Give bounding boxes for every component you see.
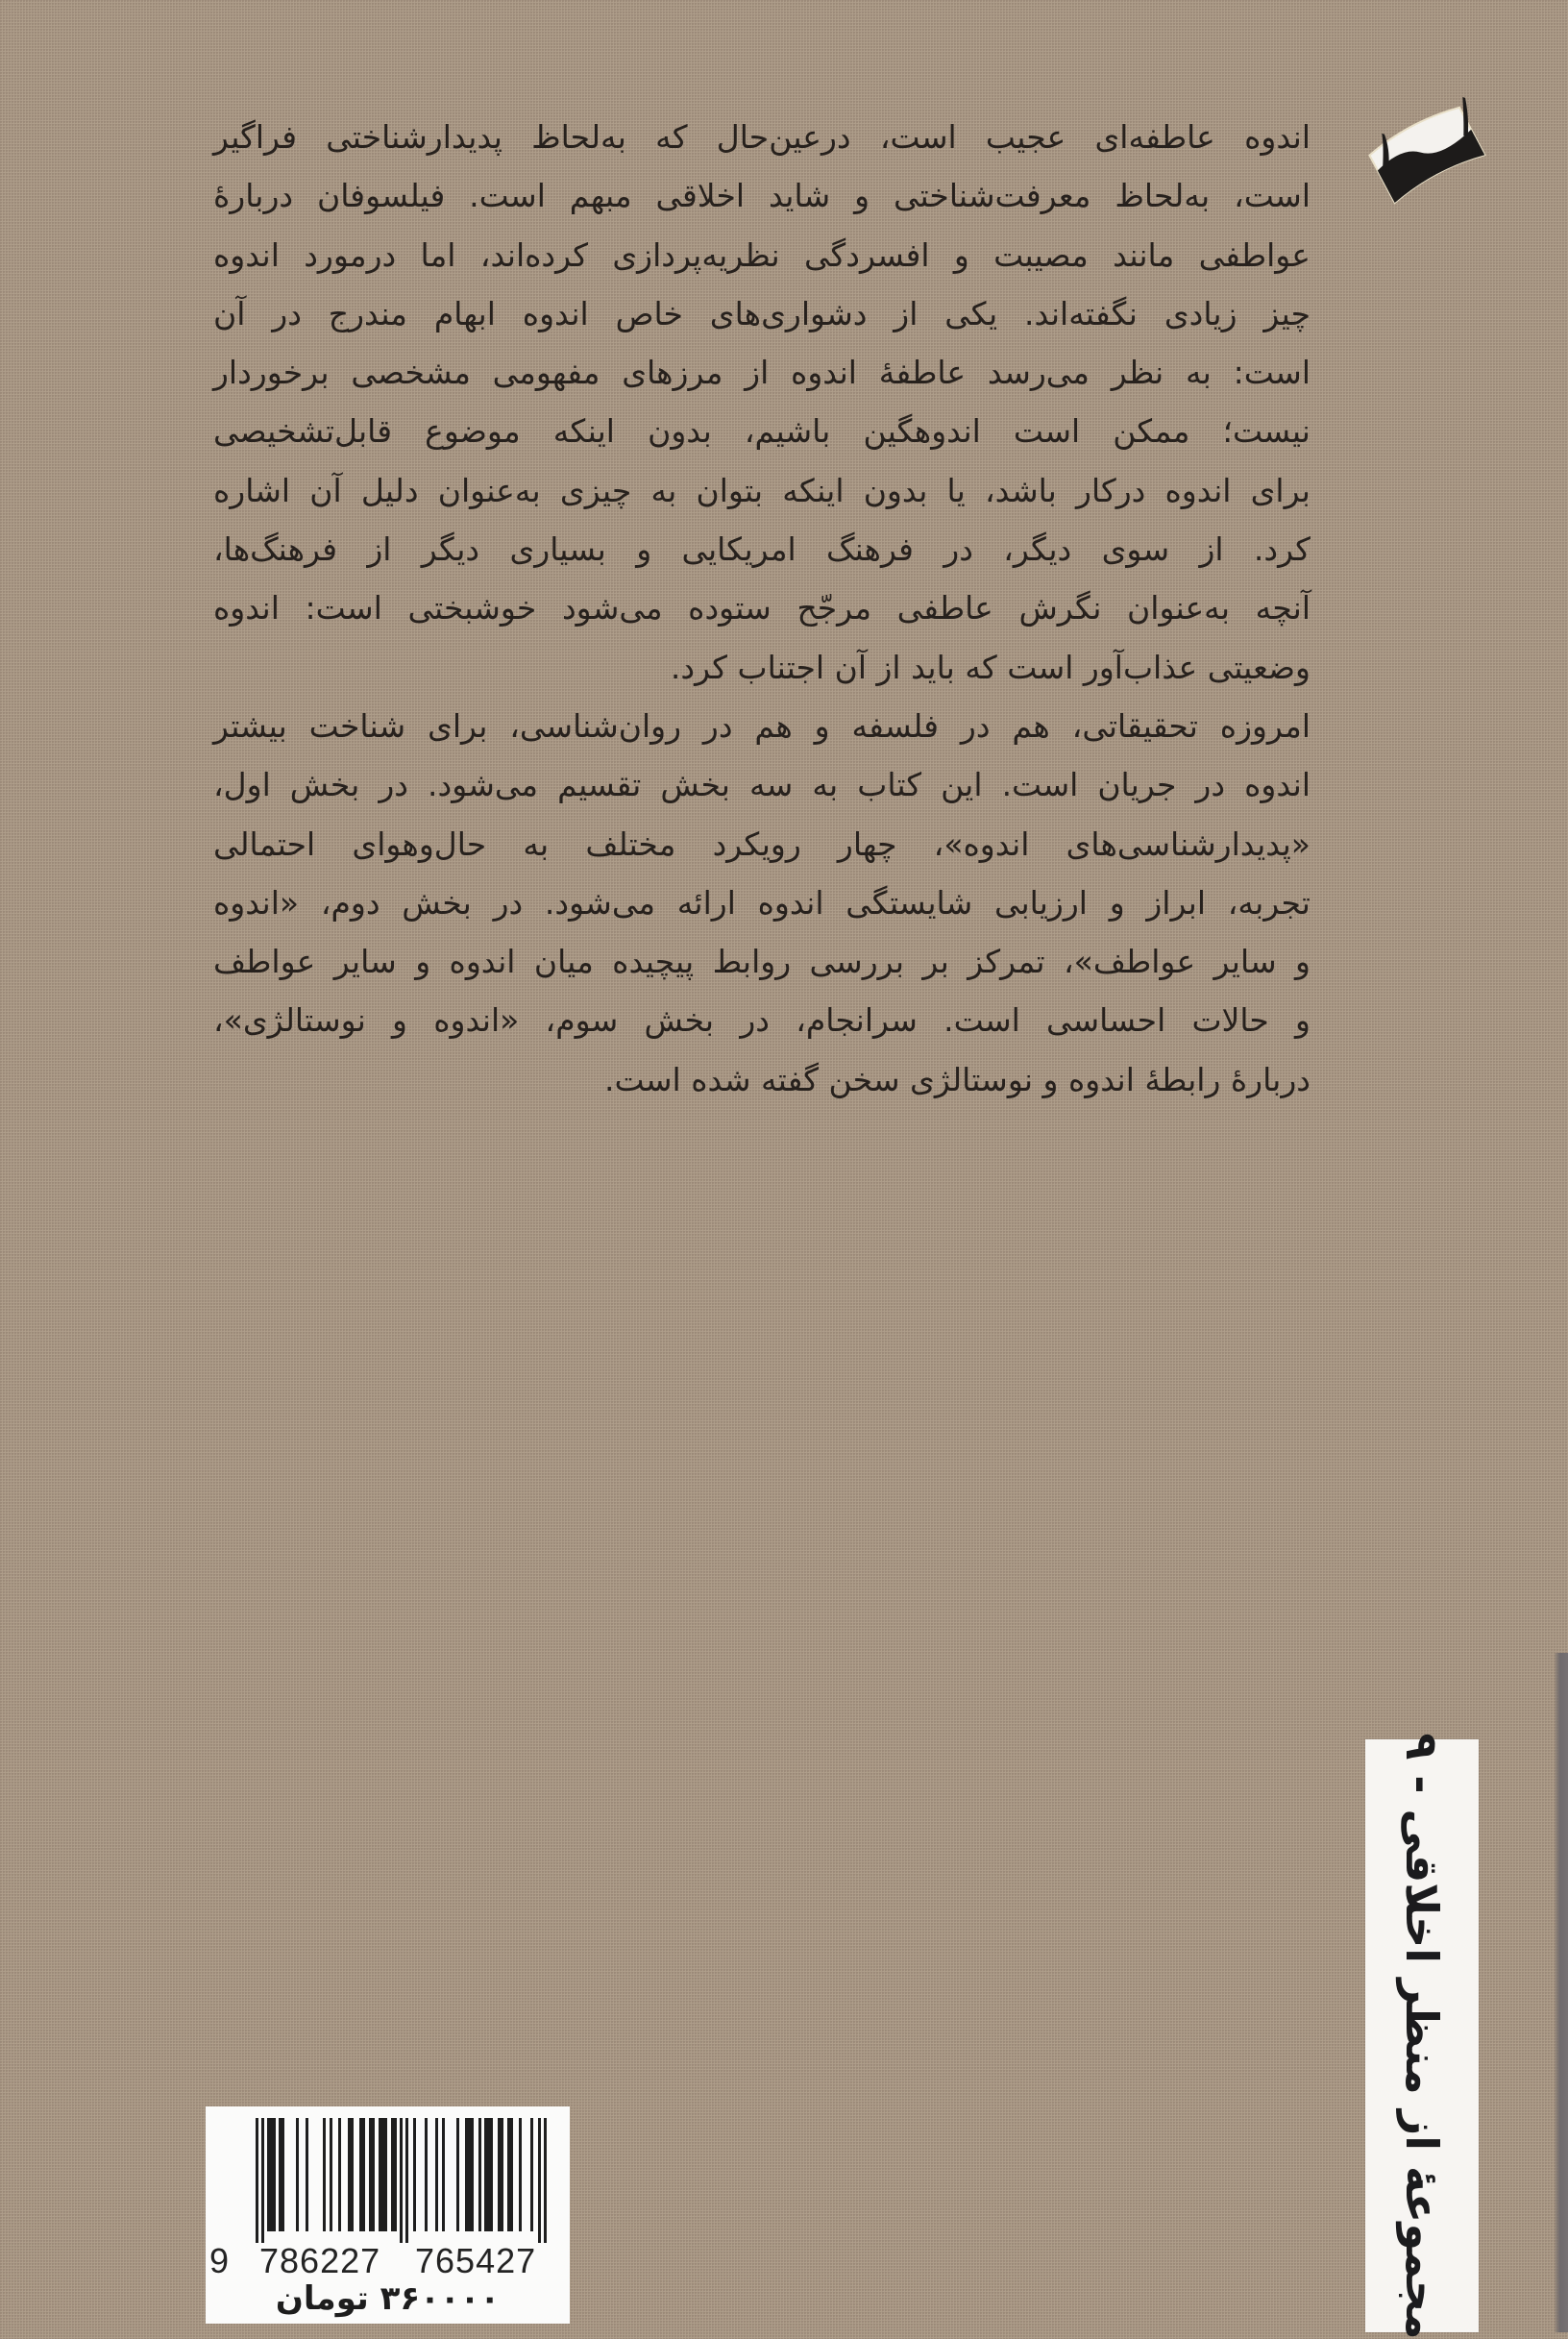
- blurb-line: وضعیتی عذاب‌آور است که باید از آن اجتناب کرد.: [670, 648, 1311, 686]
- blurb-line: و سایر عواطف»، تمرکز بر بررسی روابط پیچیده میان اندوه و سایر عواطف: [213, 943, 1311, 981]
- isbn-first-digit: 9: [209, 2241, 230, 2280]
- blurb-paragraph-1: [213, 108, 1311, 697]
- blurb-line: عواطفی مانند مصیبت و افسردگی نظریه‌پردازی کرده‌اند، اما درمورد اندوه: [213, 235, 1311, 274]
- blurb-line: دربارهٔ رابطهٔ اندوه و نوستالژی سخن گفته شده است.: [604, 1060, 1311, 1098]
- blurb-line: و حالات احساسی است. سرانجام، در بخش سوم، «اندوه و نوستالژی»،: [213, 1001, 1311, 1040]
- isbn-left-group: 786227: [259, 2241, 381, 2280]
- blurb-line: است، به‌لحاظ معرفت‌شناختی و شاید اخلاقی مبهم است. فیلسوفان دربارهٔ: [213, 177, 1311, 215]
- blurb-line: اندوه عاطفه‌ای عجیب است، درعین‌حال که به‌لحاظ پدیدارشناختی فراگیر: [213, 118, 1311, 156]
- series-label-text: مجموعهٔ از منظر اخلاقی - ۹: [1396, 1732, 1448, 2339]
- blurb-line: امروزه تحقیقاتی، هم در فلسفه و هم در روان‌شناسی، برای شناخت بیشتر: [213, 706, 1311, 745]
- series-label: [1365, 1732, 1479, 2339]
- isbn-digits: [209, 2241, 565, 2279]
- blurb-line: تجربه، ابراز و ارزیابی شایستگی اندوه ارائه می‌شود. در بخش دوم، «اندوه: [213, 883, 1311, 922]
- blurb-line: برای اندوه درکار باشد، یا بدون اینکه بتوان به چیزی به‌عنوان دلیل آن اشاره: [213, 471, 1311, 509]
- price-label: ۳۶۰۰۰۰ تومان: [275, 2279, 501, 2318]
- blurb-line: کرد. از سوی دیگر، در فرهنگ امریکایی و بسیاری دیگر از فرهنگ‌ها،: [213, 530, 1311, 569]
- publisher-logo-icon: [1353, 88, 1497, 213]
- back-cover-blurb: [213, 108, 1311, 1109]
- blurb-line: چیز زیادی نگفته‌اند. یکی از دشواری‌های خاص اندوه ابهام مندرج در آن: [213, 294, 1311, 332]
- book-edge-shadow: [1555, 1653, 1568, 2332]
- blurb-line: نیست؛ ممکن است اندوهگین باشیم، بدون اینکه موضوع قابل‌تشخیصی: [213, 412, 1311, 451]
- barcode-sticker: [206, 2106, 570, 2324]
- blurb-paragraph-2: [213, 697, 1311, 1109]
- blurb-line: اندوه در جریان است. این کتاب به سه بخش تقسیم می‌شود. در بخش اول،: [213, 766, 1311, 804]
- barcode-icon: [240, 2118, 557, 2243]
- blurb-line: «پدیدارشناسی‌های اندوه»، چهار رویکرد مختلف به حال‌وهوای احتمالی: [213, 825, 1311, 863]
- blurb-line: است: به نظر می‌رسد عاطفهٔ اندوه از مرزهای مفهومی مشخصی برخوردار: [213, 354, 1311, 392]
- isbn-right-group: 765427: [415, 2241, 537, 2280]
- blurb-line: آنچه به‌عنوان نگرش عاطفی مرجّح ستوده می‌شود خوشبختی است: اندوه: [213, 589, 1311, 628]
- publisher-logo-icon-graphic: [1353, 88, 1497, 213]
